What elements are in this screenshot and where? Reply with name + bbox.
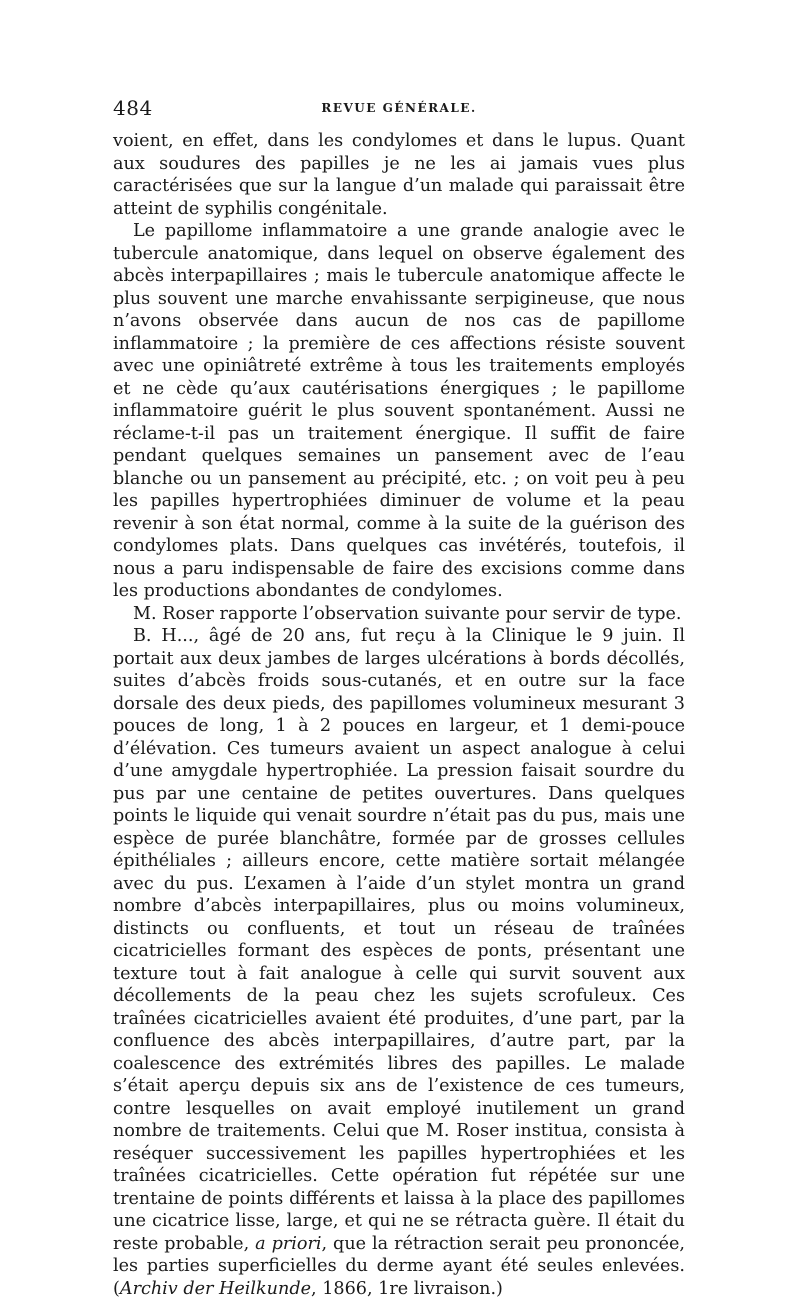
paragraph bbox=[113, 130, 685, 220]
body-text bbox=[113, 130, 685, 1300]
text-run: M. Roser rapporte l’observation suivante pour servir de type. bbox=[133, 603, 682, 624]
paragraph bbox=[113, 220, 685, 603]
text-run: B. H..., âgé de 20 ans, fut reçu à la Clinique le 9 juin. Il portait aux deux jambes de larges ulcérations à bords décollés, suites d’abcès froids sous-cutanés, et en outre sur la face dorsale des deux pieds, des papillomes volumineux mesurant 3 pouces de long, 1 à 2 pouces en largeur, et 1 demi-pouce d’élévation. Ces tumeurs avaient un aspect analogue à celui d’une amygdale hypertrophiée. La pression faisait sourdre du pus par une centaine de petites ouvertures. Dans quelques points le liquide qui venait sourdre n’était pas du pus, mais une espèce de purée blanchâtre, formée par de grosses cellules épithéliales ; ailleurs encore, cette matière sortait mélangée avec du pus. L’examen à l’aide d’un stylet montra un grand nombre d’abcès interpapillaires, plus ou moins volumineux, distincts ou confluents, et tout un réseau de traînées cicatricielles formant des espèces de ponts, présentant une texture tout à fait analogue à celle qui survit souvent aux décollements de la peau chez les sujets scrofuleux. Ces traînées cicatricielles avaient été produites, d’une part, par la confluence des abcès interpapillaires, d’autre part, par la coalescence des extrémités libres des papilles. Le malade s’était aperçu depuis six ans de l’existence de ces tumeurs, contre lesquelles on avait employé inutilement un grand nombre de traitements. Celui que M. Roser institua, consista à reséquer successivement les papilles hypertrophiées et les traînées cicatricielles. Cette opération fut répétée sur une trentaine de points différents et laissa à la place des papillomes une cicatrice lisse, large, et qui ne se rétracta guère. Il était du reste probable, bbox=[113, 626, 685, 1254]
paragraph bbox=[113, 625, 685, 1300]
page-number: 484 bbox=[113, 96, 153, 120]
running-head: REVUE GÉNÉRALE. bbox=[321, 101, 477, 115]
italic-text: Archiv der Heilkunde bbox=[119, 1278, 312, 1299]
text-run: Le papillome inflammatoire a une grande analogie avec le tubercule anatomique, dans lequel on observe également des abcès interpapillaires ; mais le tubercule anatomique affecte le plus souvent une marche envahissante serpigineuse, que nous n’avons observée dans aucun de nos cas de papillome inflammatoire ; la première de ces affections résiste souvent avec une opiniâtreté extrême à tous les traitements employés et ne cède qu’aux cautérisations énergiques ; le papillome inflammatoire guérit le plus souvent spontanément. Aussi ne réclame-t-il pas un traitement énergique. Il suffit de faire pendant quelques semaines un pansement avec de l’eau blanche ou un pansement au précipité, etc. ; on voit peu à peu les papilles hypertrophiées diminuer de volume et la peau revenir à son état normal, comme à la suite de la guérison des condylomes plats. Dans quelques cas invétérés, toutefois, il nous a paru indispensable de faire des excisions comme dans les productions abondantes de condylomes. bbox=[113, 221, 685, 601]
paragraph bbox=[113, 603, 685, 626]
text-run: , 1866, 1re livraison.) bbox=[311, 1278, 503, 1299]
italic-text: a priori bbox=[255, 1233, 322, 1254]
text-run: voient, en effet, dans les condylomes et dans le lupus. Quant aux soudures des papilles je ne les ai jamais vues plus caractérisées que sur la langue d’un malade qui paraissait être atteint de syphilis congénitale. bbox=[113, 131, 685, 219]
page-header bbox=[113, 96, 685, 122]
text-run: , que la rétraction serait peu prononcée, les parties superficielles du derme ayant été seules enlevées. ( bbox=[113, 1233, 685, 1299]
